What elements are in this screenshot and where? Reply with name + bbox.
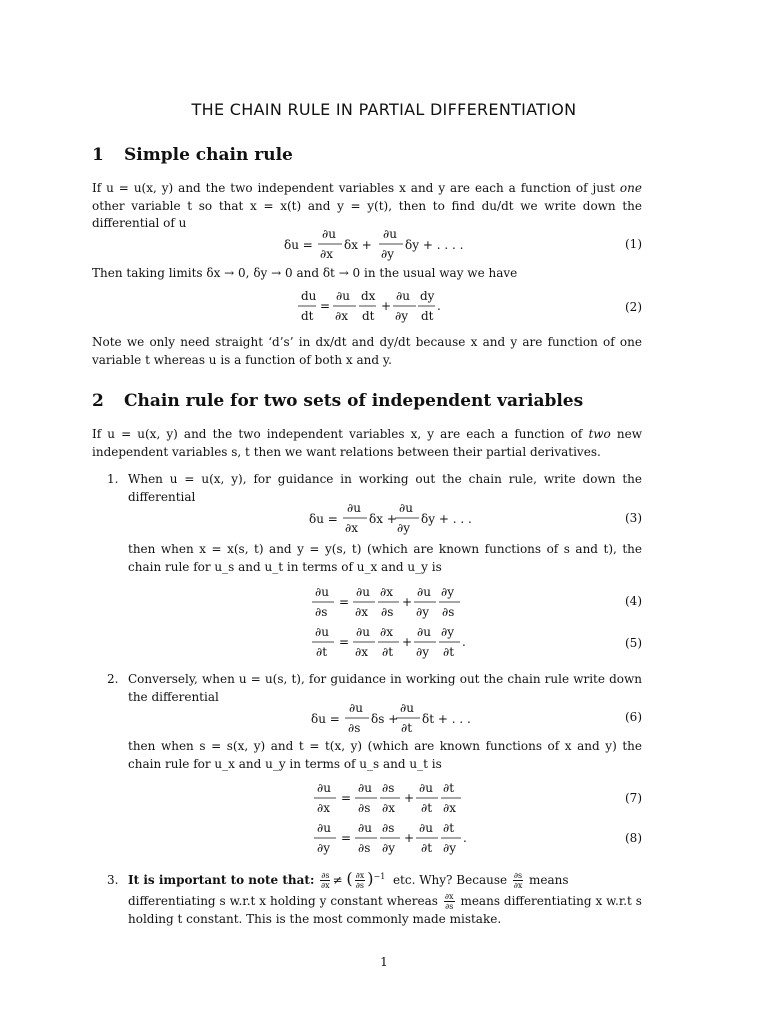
- svg-text:.: .: [462, 635, 466, 649]
- svg-text:∂u: ∂u: [399, 501, 413, 515]
- svg-text:∂u: ∂u: [317, 781, 331, 795]
- text-run: If u = u(x, y) and the two independent variables x, y are each a function of: [92, 427, 583, 441]
- svg-text:∂x: ∂x: [382, 801, 395, 815]
- svg-text:∂x: ∂x: [380, 625, 393, 639]
- svg-text:∂y: ∂y: [381, 247, 394, 261]
- page-number: 1: [380, 955, 388, 969]
- svg-text:∂y: ∂y: [395, 309, 408, 323]
- list-marker: 1.: [107, 472, 119, 486]
- svg-text:∂u: ∂u: [417, 585, 431, 599]
- svg-text:=: =: [339, 595, 350, 609]
- svg-text:∂u: ∂u: [356, 625, 370, 639]
- fraction: $\frac{\partial x}{\partial s}$: [444, 892, 454, 911]
- svg-text:∂u: ∂u: [356, 585, 370, 599]
- svg-text:∂x: ∂x: [380, 585, 393, 599]
- svg-text:∂y: ∂y: [443, 841, 456, 855]
- svg-text:∂u: ∂u: [400, 701, 414, 715]
- equation-5: [312, 624, 466, 660]
- svg-text:∂u: ∂u: [336, 289, 350, 303]
- list-item-3-line-1: It is important to note that: $\frac{\partial s}{\partial x}$ ≠ ( $\frac{\partial x}{\partial s}$ )$^{-1}$ etc. Why? Because $\frac{\partial s}{\partial x}$ means: [128, 869, 569, 890]
- right-paren: ): [367, 869, 374, 888]
- svg-text:∂y: ∂y: [441, 585, 454, 599]
- svg-text:∂u: ∂u: [347, 501, 361, 515]
- list-item-3-line-2: [128, 892, 642, 929]
- list-item-1-text-b: then when x = x(s, t) and y = y(s, t) (which are known functions of s and t), the chain rule for u_s and u_t in terms of u_x and u_y is: [128, 542, 642, 574]
- svg-text:∂x: ∂x: [355, 645, 368, 659]
- svg-text:∂u: ∂u: [383, 227, 397, 241]
- equation-2: [298, 288, 458, 326]
- section-2-heading: [92, 391, 583, 411]
- list-marker: 2.: [107, 672, 119, 686]
- svg-text:=: =: [339, 635, 350, 649]
- equation-number: (8): [625, 831, 642, 845]
- svg-text:∂u: ∂u: [419, 821, 433, 835]
- svg-text:∂y: ∂y: [397, 521, 410, 535]
- important-note-label: It is important to note that:: [128, 873, 315, 887]
- svg-text:∂t: ∂t: [401, 721, 413, 735]
- equation-number: (4): [625, 594, 642, 608]
- list-item-2-text-b: then when s = s(x, y) and t = t(x, y) (which are known functions of x and y) the chain rule for u_x and u_y in terms of u_s and u_t is: [128, 739, 642, 771]
- svg-text:δs +: δs +: [371, 712, 399, 726]
- svg-text:.: .: [437, 299, 441, 313]
- svg-text:∂x: ∂x: [345, 521, 358, 535]
- svg-text:=: =: [341, 791, 352, 805]
- section-title: Chain rule for two sets of independent variables: [124, 391, 584, 411]
- equation-number: (7): [625, 791, 642, 805]
- svg-text:δt + . . .: δt + . . .: [422, 712, 471, 726]
- svg-text:∂u: ∂u: [396, 289, 410, 303]
- svg-text:∂t: ∂t: [443, 821, 455, 835]
- svg-text:∂s: ∂s: [382, 781, 395, 795]
- svg-text:δu =: δu =: [309, 512, 338, 526]
- section-number: 2: [92, 391, 104, 411]
- svg-text:∂t: ∂t: [421, 841, 433, 855]
- document-title: THE CHAIN RULE IN PARTIAL DIFFERENTIATION: [191, 100, 577, 119]
- text-run: differentiating s w.r.t x holding y constant whereas: [128, 894, 438, 908]
- equation-8: [314, 820, 467, 856]
- svg-text:dt: dt: [301, 309, 314, 323]
- svg-text:∂x: ∂x: [443, 801, 456, 815]
- svg-text:∂u: ∂u: [419, 781, 433, 795]
- svg-text:∂s: ∂s: [348, 721, 361, 735]
- equation-4: [312, 584, 462, 620]
- text-run: means: [529, 873, 569, 887]
- svg-text:δu =: δu =: [311, 712, 340, 726]
- equation-7: [314, 780, 464, 816]
- equation-number: (3): [625, 511, 642, 525]
- emphasis: one: [619, 181, 642, 195]
- equation-number: (5): [625, 636, 642, 650]
- fraction: $\frac{\partial s}{\partial x}$: [513, 871, 523, 890]
- equation-number: (2): [625, 300, 642, 314]
- text-run: means differentiating x w.r.t s holding t constant. This is the most commonly made mistake.: [128, 894, 642, 926]
- svg-text:∂y: ∂y: [416, 605, 429, 619]
- svg-text:δy + . . .: δy + . . .: [421, 512, 472, 526]
- svg-text:∂t: ∂t: [443, 645, 455, 659]
- text-run: etc. Why? Because: [392, 873, 508, 887]
- svg-text:∂x: ∂x: [317, 801, 330, 815]
- svg-text:∂t: ∂t: [316, 645, 328, 659]
- svg-text:dy: dy: [420, 289, 435, 303]
- svg-text:∂u: ∂u: [315, 625, 329, 639]
- svg-text:∂s: ∂s: [358, 841, 371, 855]
- text-run: other variable t so that x = x(t) and y = y(t), then to find du/dt we write down the differential of u: [92, 198, 642, 230]
- s1-paragraph-1: [92, 180, 642, 233]
- svg-text:∂t: ∂t: [421, 801, 433, 815]
- svg-text:∂y: ∂y: [441, 625, 454, 639]
- svg-text:∂u: ∂u: [417, 625, 431, 639]
- svg-text:∂x: ∂x: [355, 605, 368, 619]
- svg-text:=: =: [320, 299, 331, 313]
- svg-text:∂y: ∂y: [382, 841, 395, 855]
- svg-text:∂s: ∂s: [315, 605, 328, 619]
- svg-text:+: +: [404, 831, 415, 845]
- emphasis: two: [588, 427, 611, 441]
- list-item-1-text-a: When u = u(x, y), for guidance in working out the chain rule, write down the differential: [128, 472, 642, 504]
- equation-3: [305, 500, 475, 536]
- s1-paragraph-2: Then taking limits δx → 0, δy → 0 and δt → 0 in the usual way we have: [92, 266, 518, 280]
- svg-text:δy + . . . .: δy + . . . .: [405, 238, 464, 252]
- svg-text:∂t: ∂t: [382, 645, 394, 659]
- svg-text:∂s: ∂s: [358, 801, 371, 815]
- svg-text:+: +: [381, 299, 392, 313]
- svg-text:δx +: δx +: [344, 238, 372, 252]
- svg-text:∂u: ∂u: [315, 585, 329, 599]
- svg-text:∂s: ∂s: [382, 821, 395, 835]
- svg-text:∂u: ∂u: [322, 227, 336, 241]
- svg-text:=: =: [341, 831, 352, 845]
- svg-text:∂x: ∂x: [320, 247, 333, 261]
- svg-text:dt: dt: [421, 309, 434, 323]
- svg-text:dt: dt: [362, 309, 375, 323]
- svg-text:∂y: ∂y: [317, 841, 330, 855]
- left-paren: (: [346, 869, 353, 888]
- equation-6: [307, 700, 477, 736]
- s1-paragraph-3: Note we only need straight ‘d’s’ in dx/dt and dy/dt because x and y are function of one variable t whereas u is a function of both x and y.: [92, 335, 642, 367]
- text-run: new independent variables s, t then we want relations between their partial derivatives.: [92, 427, 642, 459]
- svg-text:∂u: ∂u: [349, 701, 363, 715]
- section-title: Simple chain rule: [124, 145, 293, 165]
- list-marker: 3.: [107, 873, 119, 887]
- list-item-2-text-a: Conversely, when u = u(s, t), for guidance in working out the chain rule write down the differential: [128, 672, 642, 704]
- equation-number: (1): [625, 237, 642, 251]
- equation-number: (6): [625, 710, 642, 724]
- svg-text:+: +: [404, 791, 415, 805]
- svg-text:.: .: [463, 831, 467, 845]
- svg-text:∂y: ∂y: [416, 645, 429, 659]
- svg-text:δu =: δu =: [284, 238, 313, 252]
- fraction: $\frac{\partial x}{\partial s}$: [355, 871, 365, 890]
- svg-text:∂s: ∂s: [442, 605, 455, 619]
- section-number: 1: [92, 145, 104, 165]
- svg-text:du: du: [301, 289, 317, 303]
- svg-text:dx: dx: [361, 289, 376, 303]
- svg-text:∂x: ∂x: [335, 309, 348, 323]
- svg-text:∂u: ∂u: [358, 821, 372, 835]
- s2-paragraph-1: [92, 426, 642, 461]
- text-run: If u = u(x, y) and the two independent variables x and y are each a function of just: [92, 181, 615, 195]
- svg-text:∂s: ∂s: [381, 605, 394, 619]
- fraction: $\frac{\partial s}{\partial x}$: [321, 871, 330, 890]
- svg-text:δx +: δx +: [369, 512, 397, 526]
- section-1-heading: [92, 145, 293, 165]
- svg-text:+: +: [402, 635, 413, 649]
- svg-text:∂t: ∂t: [443, 781, 455, 795]
- svg-text:+: +: [402, 595, 413, 609]
- svg-text:∂u: ∂u: [358, 781, 372, 795]
- svg-text:∂u: ∂u: [317, 821, 331, 835]
- equation-1: [280, 226, 480, 262]
